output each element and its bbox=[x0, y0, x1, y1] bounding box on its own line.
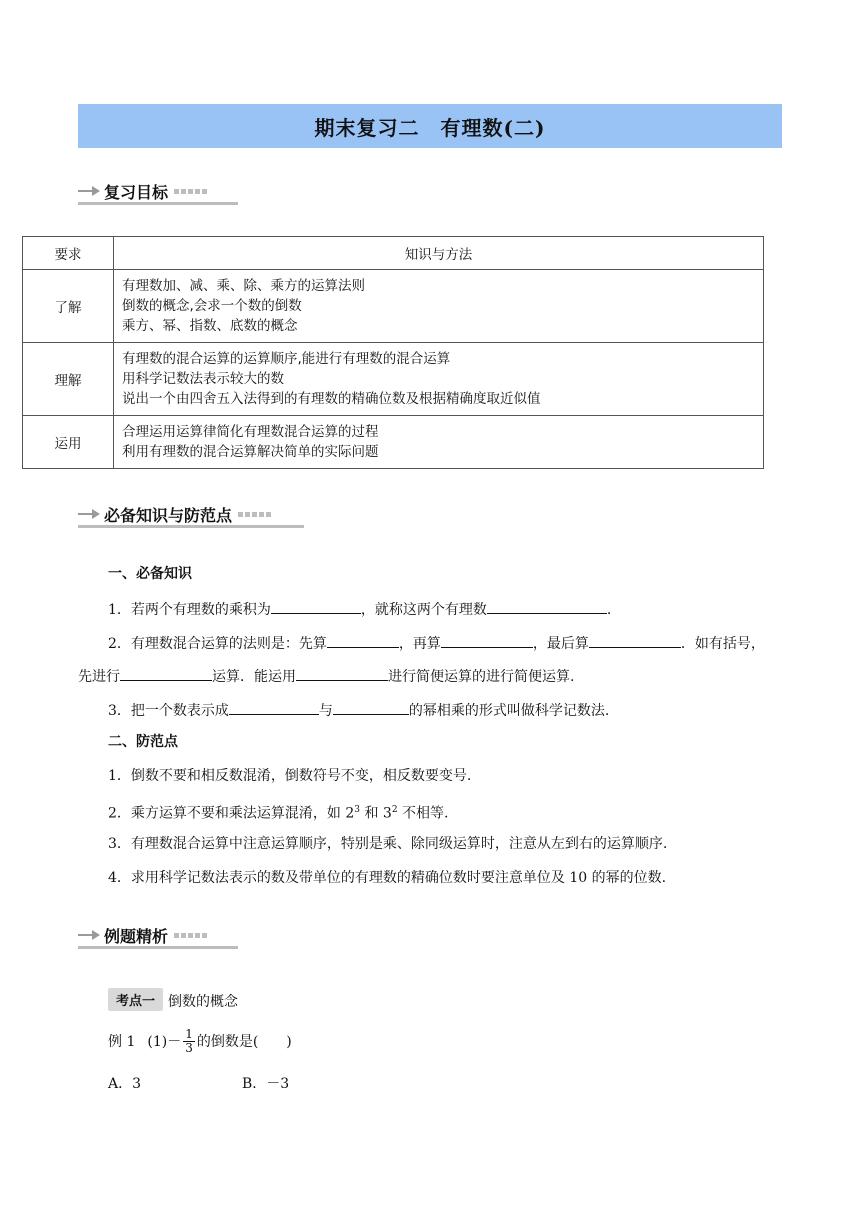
caution-item-3: 3．有理数混合运算中注意运算顺序，特别是乘、除同级运算时，注意从左到右的运算顺序. bbox=[108, 836, 668, 852]
level-cell: 了解 bbox=[23, 270, 114, 343]
arrow-icon bbox=[78, 508, 100, 520]
content-cell bbox=[114, 416, 764, 469]
example-question: 例 1 (1)－ $\frac{1}{3}$ 的倒数是( ) bbox=[108, 1027, 292, 1055]
knowledge-item-1: 1．若两个有理数的乘积为 ，就称这两个有理数 . bbox=[108, 597, 611, 620]
blank-line bbox=[441, 631, 533, 648]
section-title: 复习目标 bbox=[104, 182, 169, 202]
blank-line bbox=[589, 631, 681, 648]
dots-decoration bbox=[238, 512, 271, 517]
blank-line bbox=[296, 664, 388, 681]
arrow-icon bbox=[78, 185, 100, 197]
arrow-icon bbox=[78, 929, 100, 941]
content-line: 倒数的概念,会求一个数的倒数 bbox=[122, 298, 302, 314]
section-title: 必备知识与防范点 bbox=[104, 505, 233, 525]
content-line: 说出一个由四舍五入法得到的有理数的精确位数及根据精确度取近似值 bbox=[122, 391, 541, 407]
kaodian-badge: 考点一 bbox=[108, 988, 163, 1011]
dots-decoration bbox=[174, 933, 207, 938]
caution-item-2: 2．乘方运算不要和乘法运算混淆，如 $2^3$ 和 $3^2$ 不相等. bbox=[108, 805, 449, 822]
column-header: 知识与方法 bbox=[114, 237, 764, 270]
level-cell: 理解 bbox=[23, 343, 114, 416]
blank-line bbox=[120, 664, 212, 681]
blank-line bbox=[229, 698, 319, 715]
content-line: 合理运用运算律简化有理数混合运算的过程 bbox=[122, 424, 379, 440]
part2-title: 二、防范点 bbox=[108, 734, 178, 750]
topic-title: 倒数的概念 bbox=[168, 994, 238, 1010]
page-title: 期末复习二 有理数(二) bbox=[78, 104, 782, 148]
knowledge-item-2: 2．有理数混合运算的法则是：先算 ，再算 ，最后算 ．如有括号， bbox=[108, 631, 765, 654]
section-header-knowledge bbox=[78, 503, 271, 525]
content-line: 利用有理数的混合运算解决简单的实际问题 bbox=[122, 444, 379, 460]
content-line: 有理数加、减、乘、除、乘方的运算法则 bbox=[122, 278, 365, 294]
section-title: 例题精析 bbox=[104, 926, 169, 946]
caution-item-4: 4．求用科学记数法表示的数及带单位的有理数的精确位数时要注意单位及 10 的幂的位数. bbox=[108, 870, 667, 886]
blank-line bbox=[327, 631, 399, 648]
dots-decoration bbox=[174, 189, 207, 194]
content-line: 有理数的混合运算的运算顺序,能进行有理数的混合运算 bbox=[122, 351, 451, 367]
blank-line bbox=[487, 597, 607, 614]
table-row bbox=[23, 416, 764, 469]
section-header-examples bbox=[78, 924, 207, 946]
column-header: 要求 bbox=[23, 237, 114, 270]
level-cell: 运用 bbox=[23, 416, 114, 469]
content-line: 用科学记数法表示较大的数 bbox=[122, 371, 284, 387]
blank-line bbox=[271, 597, 361, 614]
table-row bbox=[23, 343, 764, 416]
table-row bbox=[23, 270, 764, 343]
part1-title: 一、必备知识 bbox=[108, 566, 192, 582]
option-a: A．3 bbox=[108, 1076, 142, 1092]
goals-table bbox=[22, 236, 764, 469]
fraction: $\frac{1}{3}$ bbox=[185, 1027, 193, 1055]
caution-item-1: 1．倒数不要和相反数混淆，倒数符号不变，相反数要变号. bbox=[108, 768, 472, 784]
knowledge-item-3: 3．把一个数表示成 与 的幂相乘的形式叫做科学记数法. bbox=[108, 698, 609, 721]
blank-line bbox=[333, 698, 409, 715]
content-line: 乘方、幂、指数、底数的概念 bbox=[122, 318, 298, 334]
content-cell bbox=[114, 343, 764, 416]
section-header-goals bbox=[78, 180, 207, 202]
example-label: 例 1 bbox=[108, 1033, 136, 1050]
table-header-row bbox=[23, 237, 764, 270]
knowledge-item-2-cont: 先进行 运算．能运用 进行简便运算的进行简便运算. bbox=[78, 664, 574, 687]
content-cell bbox=[114, 270, 764, 343]
option-b: B．－3 bbox=[242, 1076, 290, 1092]
